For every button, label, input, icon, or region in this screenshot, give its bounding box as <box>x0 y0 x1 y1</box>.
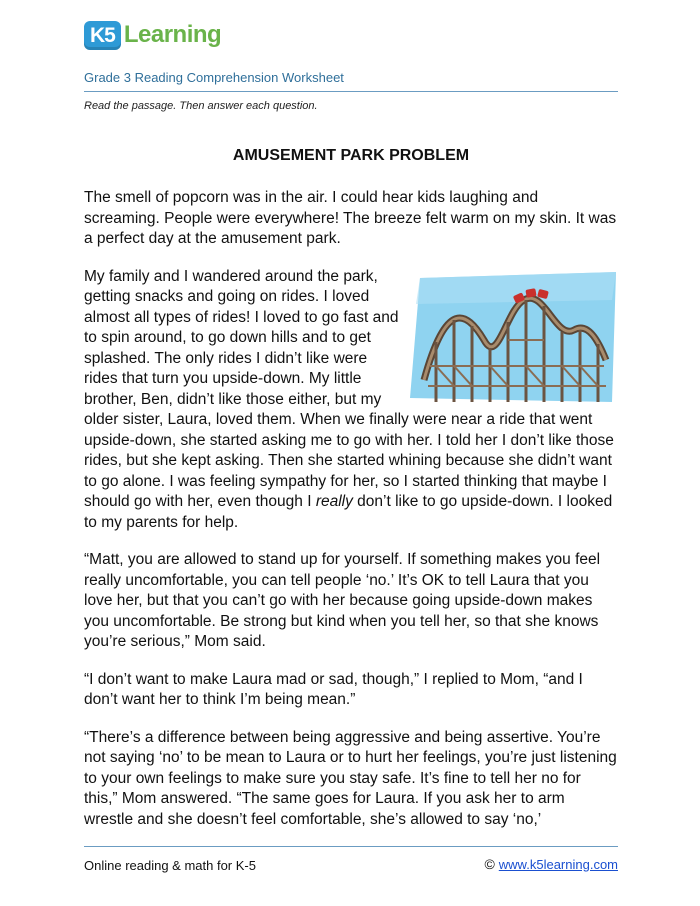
worksheet-subtitle: Grade 3 Reading Comprehension Worksheet <box>84 70 344 85</box>
footer-link-group <box>484 856 618 872</box>
story-paragraph: The smell of popcorn was in the air. I could hear kids laughing and screaming. People were everywhere! The breeze felt warm on my skin. It was a perfect day at the amusement park. <box>84 189 617 247</box>
instructions-text: Read the passage. Then answer each question. <box>84 100 318 112</box>
story-paragraph <box>84 267 618 534</box>
roller-coaster-illustration <box>406 270 618 408</box>
k5-learning-logo <box>84 14 221 56</box>
story-paragraph: “Matt, you are allowed to stand up for yourself. If something makes you feel really uncomfortable, you can tell people ‘no.’ It’s OK to tell Laura that you love her, but that you can’t go with her because going upside-down makes you uncomfortable. Be strong but kind when you tell her, so that she knows you’re serious,” Mom said. <box>84 551 601 650</box>
passage-title: AMUSEMENT PARK PROBLEM <box>232 147 470 164</box>
story-paragraph: “There’s a difference between being aggressive and being assertive. You’re not saying ‘no’ to be mean to Laura or to hurt her feelings, you’re just listening to your own feelings to make sure you stay safe. It’s fine to tell her no for this,” Mom answered. “The same goes for Laura. If you ask her to arm wrestle and she doesn’t feel comfortable, she’s allowed to say ‘no,’ <box>84 728 617 828</box>
footer-tagline: Online reading & math for K-5 <box>84 858 256 873</box>
website-link[interactable]: www.k5learning.com <box>498 856 618 872</box>
story-text: My family and I wandered around the park, getting snacks and going on rides. I loved almost all types of rides! I loved to go fast and to spin around, to go down hills and to get splashed. The only rides I didn’t like were rides that turn you upside-down. My little brother, Ben, didn’t like those either, but my older sister, Laura, loved them. When we finally were near a ride that went upside-down, she started asking me to go with her. I told her I don’t like those rides, but she kept asking. Then she started whining because she didn’t want to go alone. I was feeling sympathy for her, so I started thinking that maybe I should go with her, even though I <box>84 267 614 510</box>
header-divider <box>84 91 618 92</box>
footer-divider <box>84 846 618 847</box>
story-text: don’t like to go upside-down. I looked to my parents for help. <box>84 493 613 531</box>
story-paragraph: “I don’t want to make Laura mad or sad, though,” I replied to Mom, “and I don’t want her to think I’m being mean.” <box>84 670 583 708</box>
logo-wordmark: Learning <box>123 21 222 48</box>
copyright-icon: © <box>484 856 495 872</box>
story-emphasis: really <box>315 493 353 510</box>
story-passage <box>84 188 618 847</box>
logo-k5-badge: K5 <box>84 21 121 50</box>
